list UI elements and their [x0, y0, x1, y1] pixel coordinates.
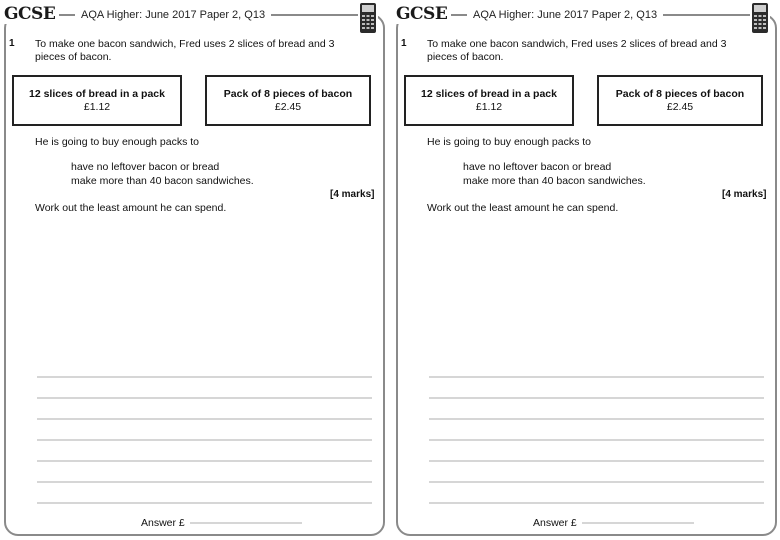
- bacon-pack-price: £2.45: [666, 101, 694, 113]
- bread-pack-title: 12 slices of bread in a pack: [421, 88, 557, 100]
- bacon-pack-price: £2.45: [274, 101, 302, 113]
- working-line: [37, 439, 372, 441]
- question-instruction: Work out the least amount he can spend.: [35, 202, 227, 214]
- working-line: [37, 460, 372, 462]
- condition-1: have no leftover bacon or bread: [463, 161, 612, 173]
- marks-label: [4 marks]: [722, 189, 767, 200]
- working-line: [37, 397, 372, 399]
- bacon-pack-title: Pack of 8 pieces of bacon: [615, 88, 745, 100]
- answer-label: Answer £: [533, 517, 577, 529]
- working-line: [429, 376, 764, 378]
- bacon-pack-title: Pack of 8 pieces of bacon: [223, 88, 353, 100]
- condition-2: make more than 40 bacon sandwiches.: [71, 175, 254, 187]
- marks-label: [4 marks]: [330, 189, 375, 200]
- calculator-icon: [750, 2, 770, 34]
- paper-reference: AQA Higher: June 2017 Paper 2, Q13: [467, 9, 663, 21]
- gcse-logo: GCSE: [396, 4, 451, 24]
- bread-pack-price: £1.12: [83, 101, 111, 113]
- answer-label: Answer £: [141, 517, 185, 529]
- paper-reference: AQA Higher: June 2017 Paper 2, Q13: [75, 9, 271, 21]
- question-lead: He is going to buy enough packs to: [35, 136, 200, 148]
- question-instruction: Work out the least amount he can spend.: [427, 202, 619, 214]
- working-line: [429, 481, 764, 483]
- question-lead: He is going to buy enough packs to: [427, 136, 592, 148]
- bread-pack-price: £1.12: [475, 101, 503, 113]
- bread-pack-title: 12 slices of bread in a pack: [29, 88, 165, 100]
- condition-1: have no leftover bacon or bread: [71, 161, 220, 173]
- bread-pack-box: [12, 75, 182, 126]
- question-number: 1: [9, 38, 15, 49]
- working-line: [37, 502, 372, 504]
- working-line: [37, 481, 372, 483]
- calculator-icon: [358, 2, 378, 34]
- gcse-logo: GCSE: [4, 4, 59, 24]
- answer-line: [582, 522, 694, 524]
- working-line: [429, 439, 764, 441]
- working-line: [429, 502, 764, 504]
- bread-pack-box: [404, 75, 574, 126]
- answer-line: [190, 522, 302, 524]
- working-line: [37, 418, 372, 420]
- working-line: [429, 397, 764, 399]
- question-intro: To make one bacon sandwich, Fred uses 2 slices of bread and 3 pieces of bacon.: [427, 38, 727, 63]
- condition-2: make more than 40 bacon sandwiches.: [463, 175, 646, 187]
- bacon-pack-box: [205, 75, 371, 126]
- worksheet-panel-right: [392, 0, 780, 540]
- bacon-pack-box: [597, 75, 763, 126]
- question-number: 1: [401, 38, 407, 49]
- working-line: [37, 376, 372, 378]
- working-line: [429, 460, 764, 462]
- question-intro: To make one bacon sandwich, Fred uses 2 slices of bread and 3 pieces of bacon.: [35, 38, 335, 63]
- working-line: [429, 418, 764, 420]
